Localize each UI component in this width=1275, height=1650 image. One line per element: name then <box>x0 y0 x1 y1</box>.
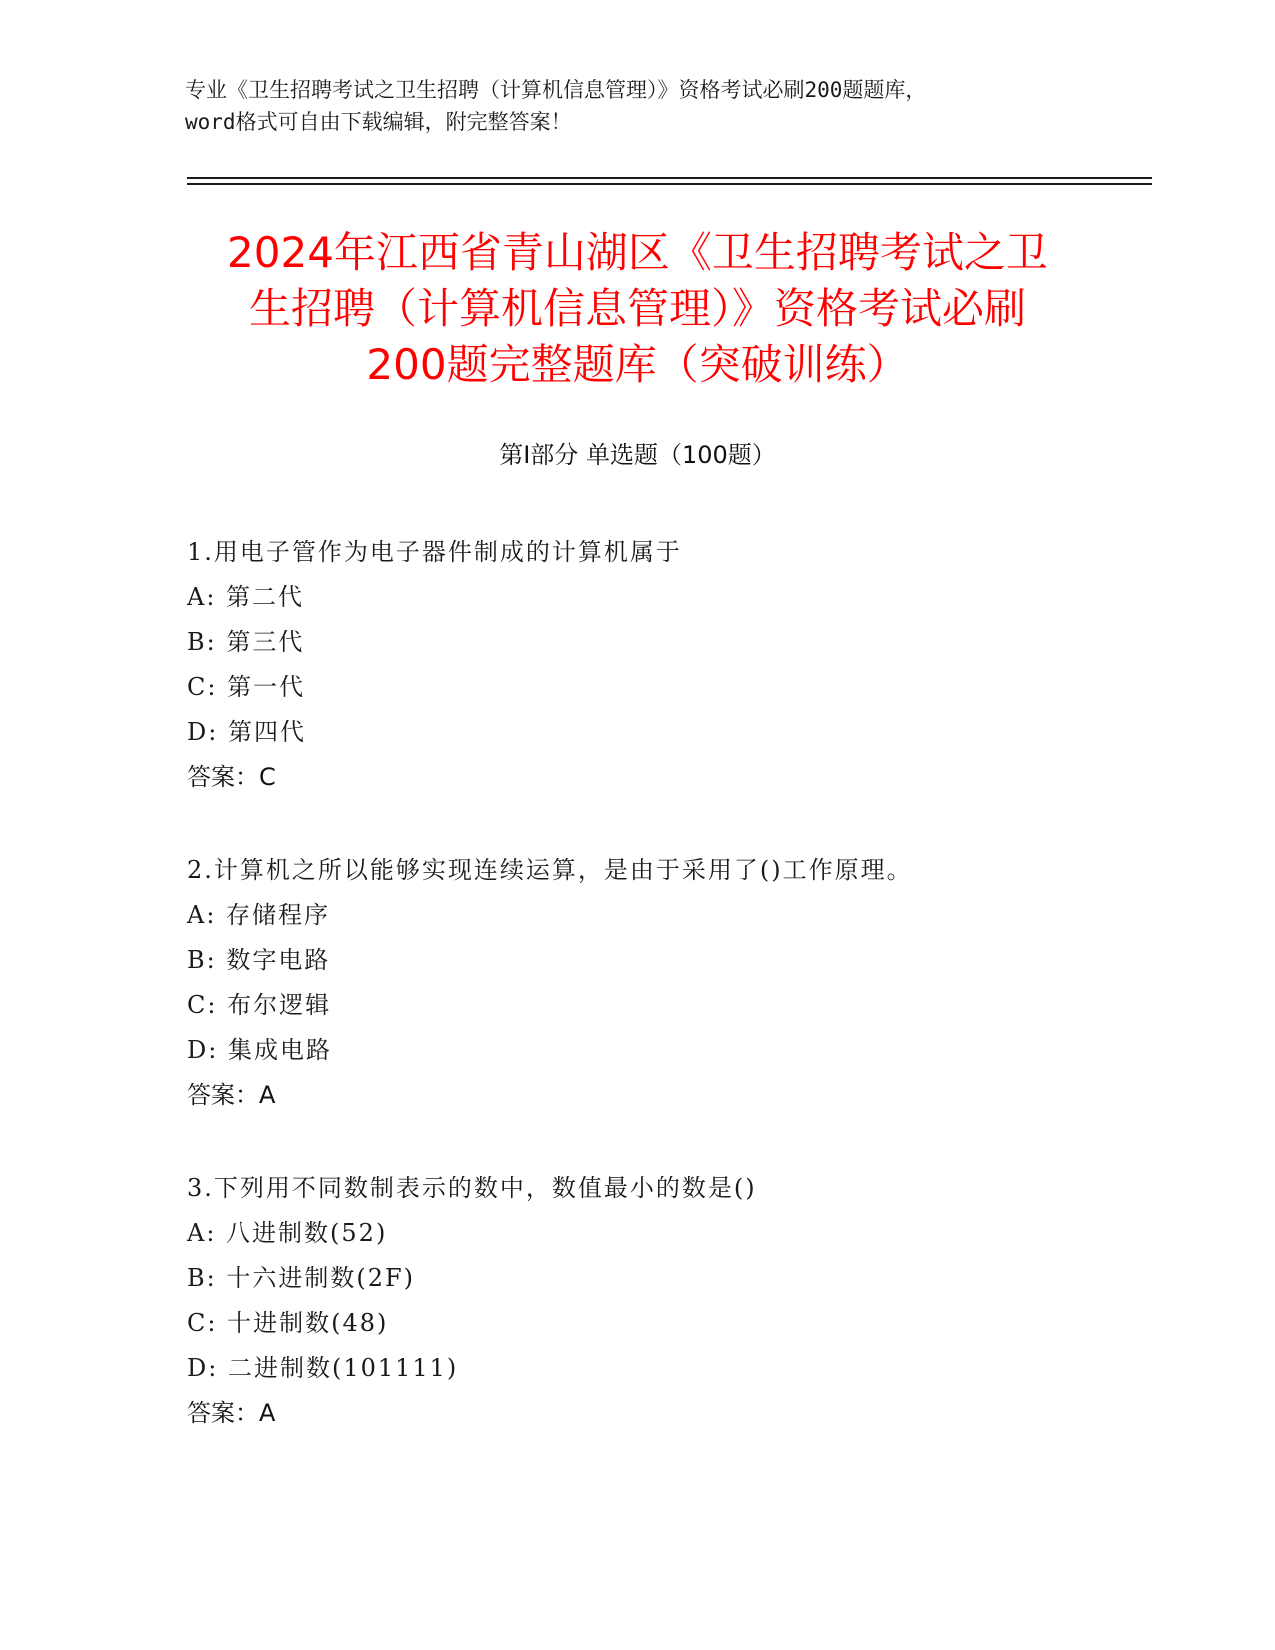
section-heading: 第Ⅰ部分 单选题（100题） <box>499 441 776 469</box>
question-stem: 2.计算机之所以能够实现连续运算，是由于采用了()工作原理。 <box>187 856 913 884</box>
question-item <box>187 530 1127 800</box>
question-list <box>187 530 1127 1436</box>
header-note-line-1: 专业《卫生招聘考试之卫生招聘（计算机信息管理）》资格考试必刷200题题库， <box>185 78 927 102</box>
question-item <box>187 1166 1127 1436</box>
document-title <box>160 225 1115 393</box>
option-a: A: 第二代 <box>187 583 305 611</box>
header-note <box>185 74 1085 138</box>
document-title-line-2: 生招聘（计算机信息管理）》资格考试必刷 <box>248 284 1026 333</box>
header-divider-bottom <box>187 183 1152 185</box>
question-spacer <box>187 800 1127 848</box>
question-stem: 1.用电子管作为电子器件制成的计算机属于 <box>187 538 682 566</box>
document-title-line-1: 2024年江西省青山湖区《卫生招聘考试之卫 <box>227 228 1048 277</box>
option-d: D: 二进制数(101111) <box>187 1354 459 1382</box>
option-a: A: 八进制数(52) <box>187 1219 388 1247</box>
option-c: C: 第一代 <box>187 673 306 701</box>
answer: 答案：A <box>187 1399 276 1427</box>
header-divider-top <box>187 177 1152 179</box>
option-b: B: 第三代 <box>187 628 305 656</box>
header-note-line-2: word格式可自由下载编辑，附完整答案！ <box>185 110 572 134</box>
document-title-line-3: 200题完整题库（突破训练） <box>366 340 909 389</box>
answer: 答案：C <box>187 763 276 791</box>
question-spacer <box>187 1118 1127 1166</box>
option-c: C: 十进制数(48) <box>187 1309 389 1337</box>
answer: 答案：A <box>187 1081 276 1109</box>
question-item <box>187 848 1127 1118</box>
option-d: D: 集成电路 <box>187 1036 332 1064</box>
option-d: D: 第四代 <box>187 718 306 746</box>
option-b: B: 十六进制数(2F) <box>187 1264 415 1292</box>
option-b: B: 数字电路 <box>187 946 331 974</box>
question-stem: 3.下列用不同数制表示的数中，数值最小的数是() <box>187 1174 757 1202</box>
option-a: A: 存储程序 <box>187 901 331 929</box>
option-c: C: 布尔逻辑 <box>187 991 332 1019</box>
